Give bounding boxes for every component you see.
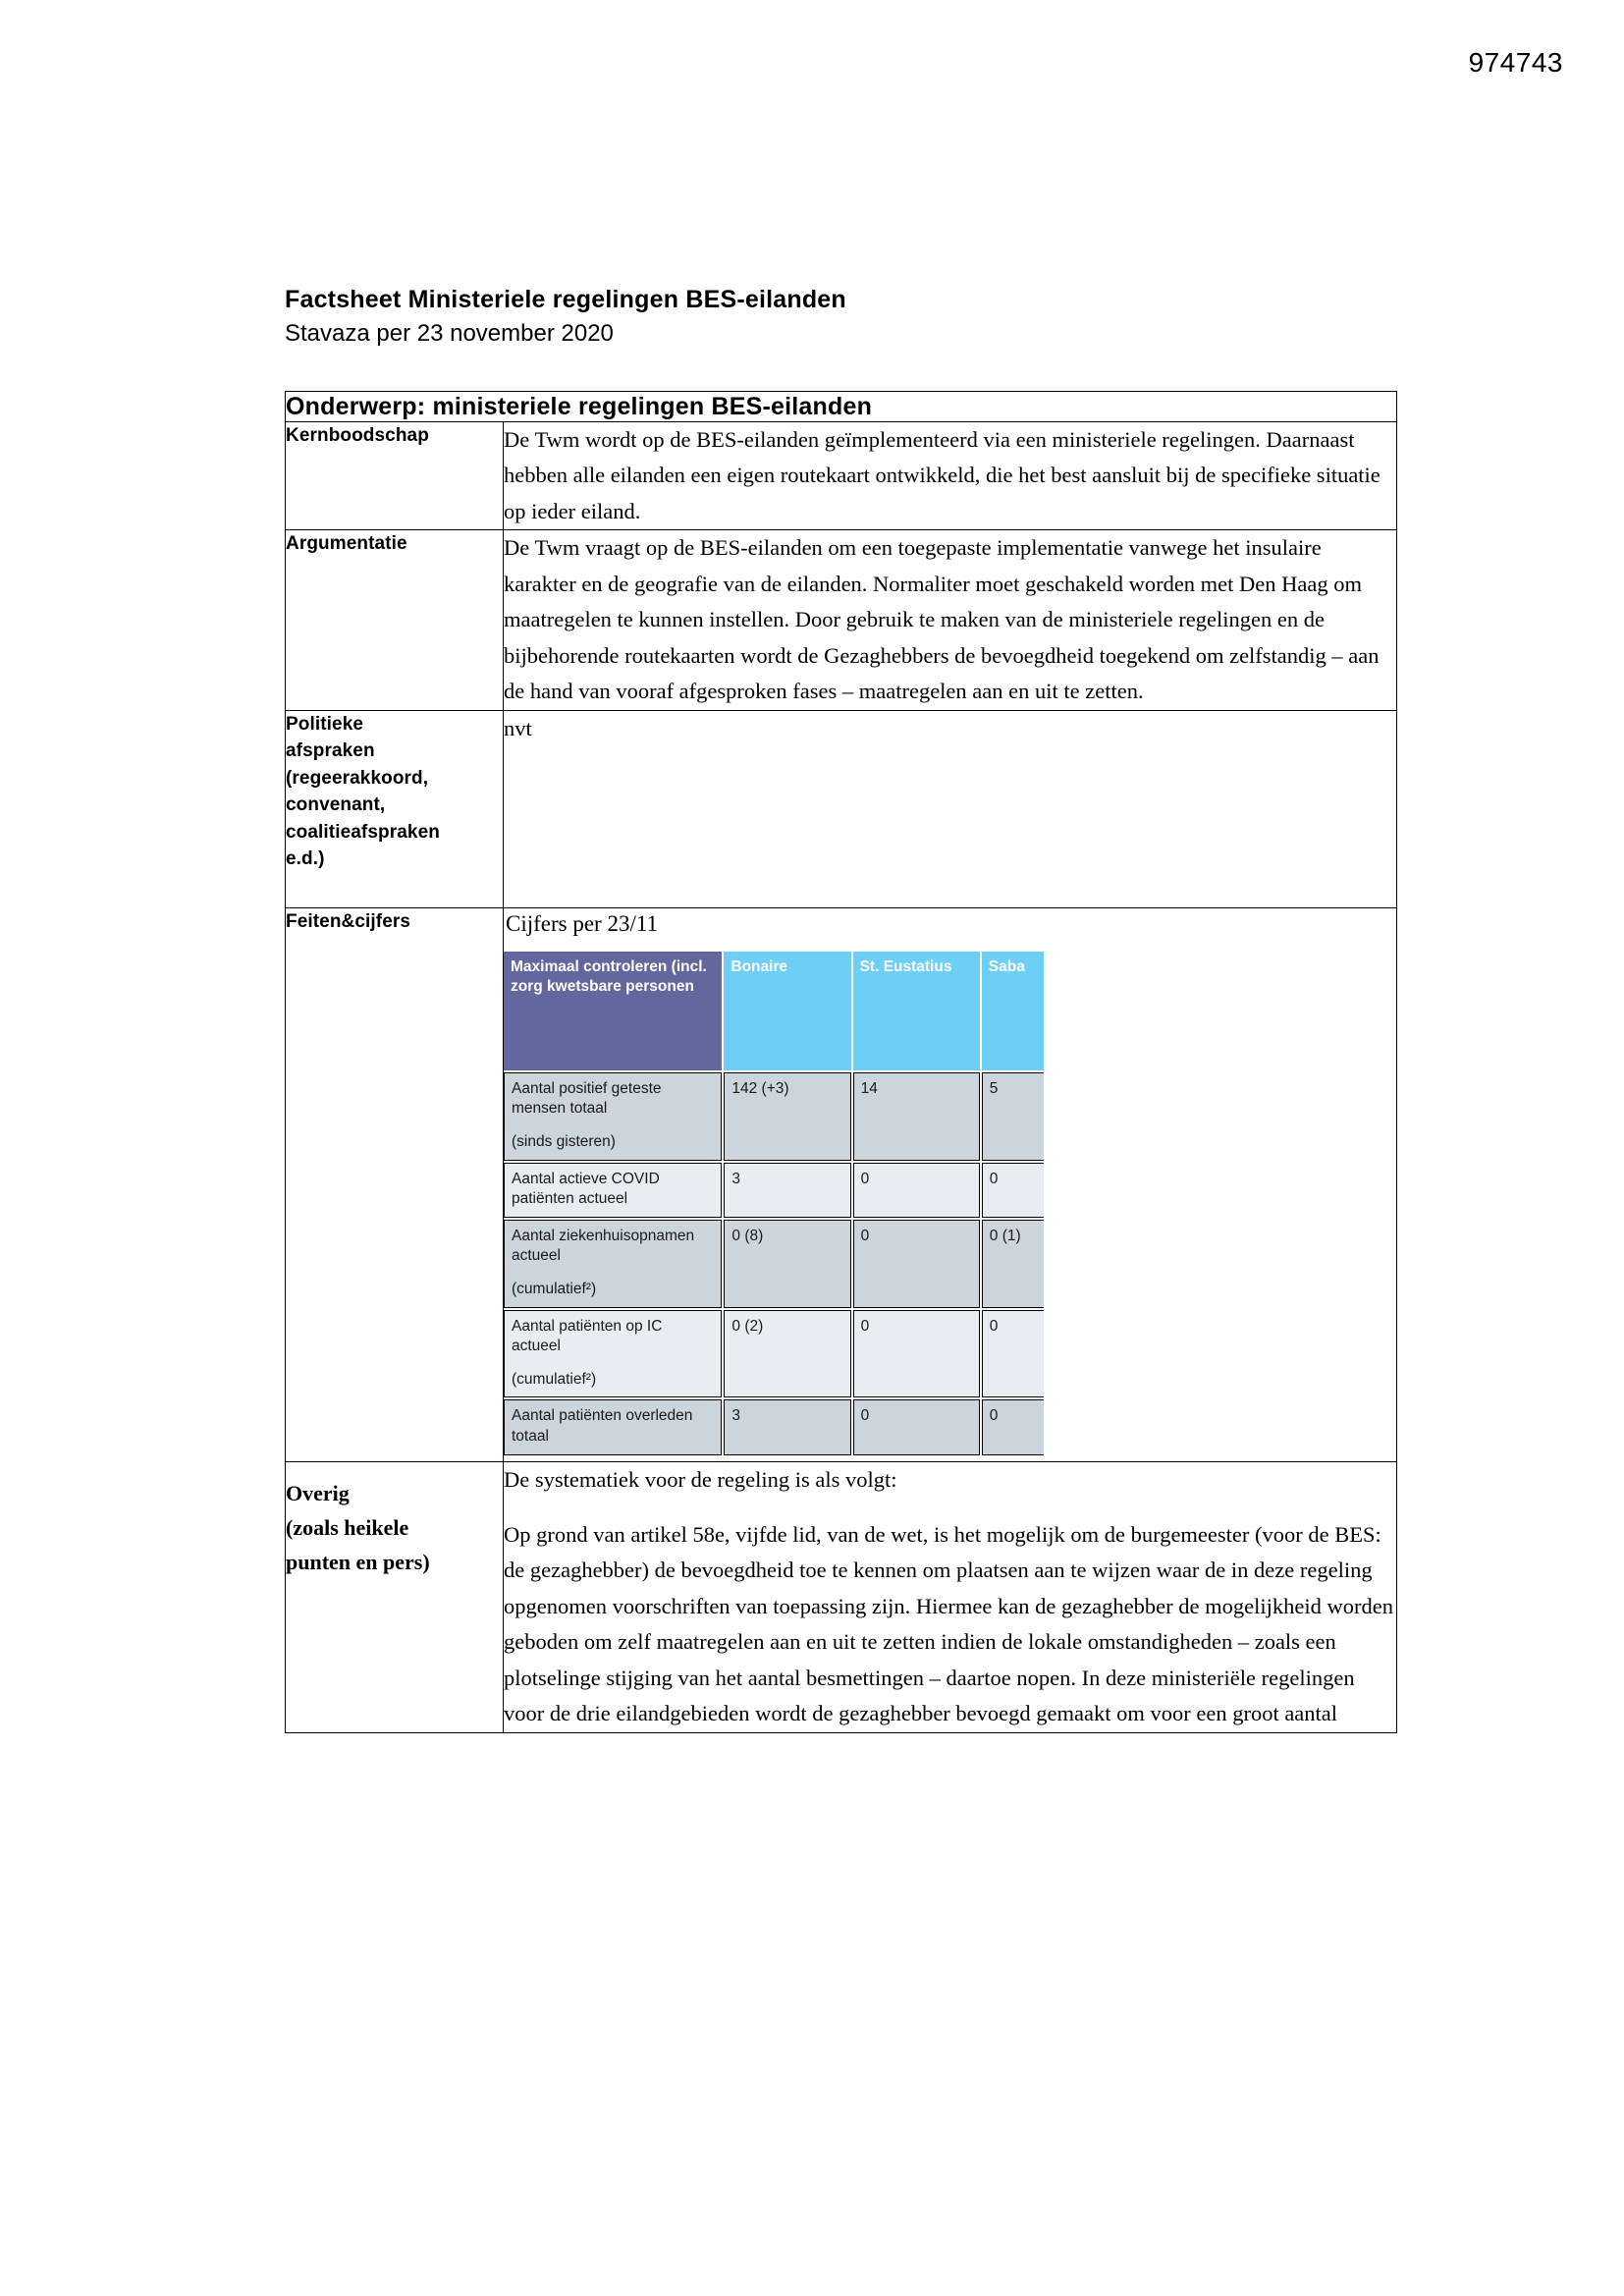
row-body-politieke-afspraken [504,710,1397,907]
stats-column-header-saba: Saba [982,952,1044,1070]
row-label-kernboodschap [286,422,504,530]
table-row [504,1072,1044,1161]
stats-column-header-st-eustatius: St. Eustatius [853,952,980,1070]
document-number: 974743 [1468,47,1563,78]
stats-cell-st-eustatius: 0 [853,1220,980,1308]
stats-cell-saba: 0 [982,1163,1044,1218]
stats-column-header-bonaire: Bonaire [724,952,850,1070]
stats-row-note: (cumulatief²) [512,1280,597,1297]
table-row [504,1220,1044,1308]
stats-row-label-text: Aantal ziekenhuisopnamen actueel [512,1227,695,1265]
stats-cell-saba: 0 [982,1399,1044,1454]
overig-paragraph-1: De systematiek voor de regeling is als volgt: [504,1466,897,1492]
label-text: Argumentatie [286,533,407,555]
stats-table-wrapper [504,950,1044,1457]
stats-row-note: (sinds gisteren) [512,1132,616,1150]
row-body-overig [504,1461,1397,1732]
stats-cell-st-eustatius: 14 [853,1072,980,1161]
stats-cell-st-eustatius: 0 [853,1399,980,1454]
stats-cell-bonaire: 142 (+3) [724,1072,850,1161]
row-label-overig [286,1461,504,1732]
cijfers-heading: Cijfers per 23/11 [506,910,659,936]
politieke-afspraken-value: nvt [504,715,532,740]
stats-header-row [504,952,1044,1070]
table-row-argumentatie [286,530,1397,710]
stats-cell-saba: 0 [982,1310,1044,1398]
page-title: Factsheet Ministeriele regelingen BES-eilanden [285,286,846,313]
label-text [286,711,503,873]
label-line: (zoals heikele [286,1514,409,1540]
factsheet-table [285,391,1397,1733]
stats-cell-bonaire: 3 [724,1399,850,1454]
argumentatie-paragraph: De Twm vraagt op de BES-eilanden om een toegepaste implementatie vanwege het insulaire karakter en de geografie van de eilanden. Normaliter moet geschakeld worden met Den Haag om maatregelen te kunnen instellen. Door gebruik te maken van de ministeriele regelingen en de bijbehorende routekaarten wordt de Gezaghebbers de bevoegdheid toegekend om zelfstandig – aan de hand van vooraf afgesproken fases – maatregelen aan en uit te zetten. [504,535,1380,704]
label-line: (regeerakkoord, [286,767,429,789]
table-row-onderwerp [286,392,1397,422]
stats-row-label [504,1220,722,1308]
stats-row-label [504,1399,722,1454]
label-line: Politieke [286,713,364,735]
onderwerp-header-cell [286,392,1397,422]
row-label-feiten-cijfers [286,907,504,1461]
label-line: coalitieafspraken [286,821,440,843]
covid-stats-table [504,950,1044,1457]
table-row-overig [286,1461,1397,1732]
row-body-argumentatie [504,530,1397,710]
stats-cell-saba: 5 [982,1072,1044,1161]
stats-corner-header: Maximaal controleren (incl. zorg kwetsbare personen [504,952,722,1070]
stats-cell-st-eustatius: 0 [853,1163,980,1218]
stats-row-label [504,1072,722,1161]
table-row-politieke-afspraken [286,710,1397,907]
label-line: afspraken [286,740,375,762]
table-row [504,1399,1044,1454]
stats-row-note: (cumulatief²) [512,1370,597,1388]
row-label-politieke-afspraken [286,710,504,907]
overig-paragraph-2: Op grond van artikel 58e, vijfde lid, van de wet, is het mogelijk om de burgemeester (voor de BES: de gezaghebber) de bevoegdheid toe te kennen om plaatsen aan te wijzen waar de in deze regeling opgenomen voorschriften van toepassing zijn. Hiermee kan de gezaghebber de mogelijkheid worden geboden om zelf maatregelen aan en uit te zetten indien de lokale omstandigheden – zoals een plotselinge stijging van het aantal besmettingen – daartoe nopen. In deze ministeriële regelingen voor de drie eilandgebieden wordt de gezaghebber bevoegd gemaakt om voor een groot aantal [504,1522,1393,1726]
table-row [504,1310,1044,1398]
stats-row-label-text: Aantal actieve COVID patiënten actueel [512,1170,660,1208]
stats-cell-bonaire: 0 (8) [724,1220,850,1308]
label-line: Overig [286,1480,350,1505]
label-text [286,1476,503,1580]
label-line: convenant, [286,794,386,816]
label-line: punten en pers) [286,1549,430,1574]
label-text: Kernboodschap [286,425,429,446]
onderwerp-header-text: Onderwerp: ministeriele regelingen BES-eilanden [286,393,873,420]
label-line: e.d.) [286,848,325,870]
table-row-feiten-cijfers [286,907,1397,1461]
stats-cell-bonaire: 0 (2) [724,1310,850,1398]
label-text: Feiten&cijfers [286,910,411,932]
stats-row-label [504,1310,722,1398]
kernboodschap-paragraph: De Twm wordt op de BES-eilanden geïmplementeerd via een ministeriele regelingen. Daarnaast hebben alle eilanden een eigen routekaart ontwikkeld, die het best aansluit bij de specifieke situatie op ieder eiland. [504,427,1380,523]
row-body-kernboodschap [504,422,1397,530]
stats-row-label-text: Aantal patiënten op IC actueel [512,1317,663,1355]
table-row [504,1163,1044,1218]
page-subtitle: Stavaza per 23 november 2020 [285,320,614,348]
stats-cell-st-eustatius: 0 [853,1310,980,1398]
row-label-argumentatie [286,530,504,710]
row-body-feiten-cijfers [504,907,1397,1461]
stats-cell-saba: 0 (1) [982,1220,1044,1308]
stats-row-label-text: Aantal positief geteste mensen totaal [512,1079,662,1118]
stats-cell-bonaire: 3 [724,1163,850,1218]
stats-row-label [504,1163,722,1218]
table-row-kernboodschap [286,422,1397,530]
title-block [285,285,1365,349]
stats-row-label-text: Aantal patiënten overleden totaal [512,1407,693,1445]
